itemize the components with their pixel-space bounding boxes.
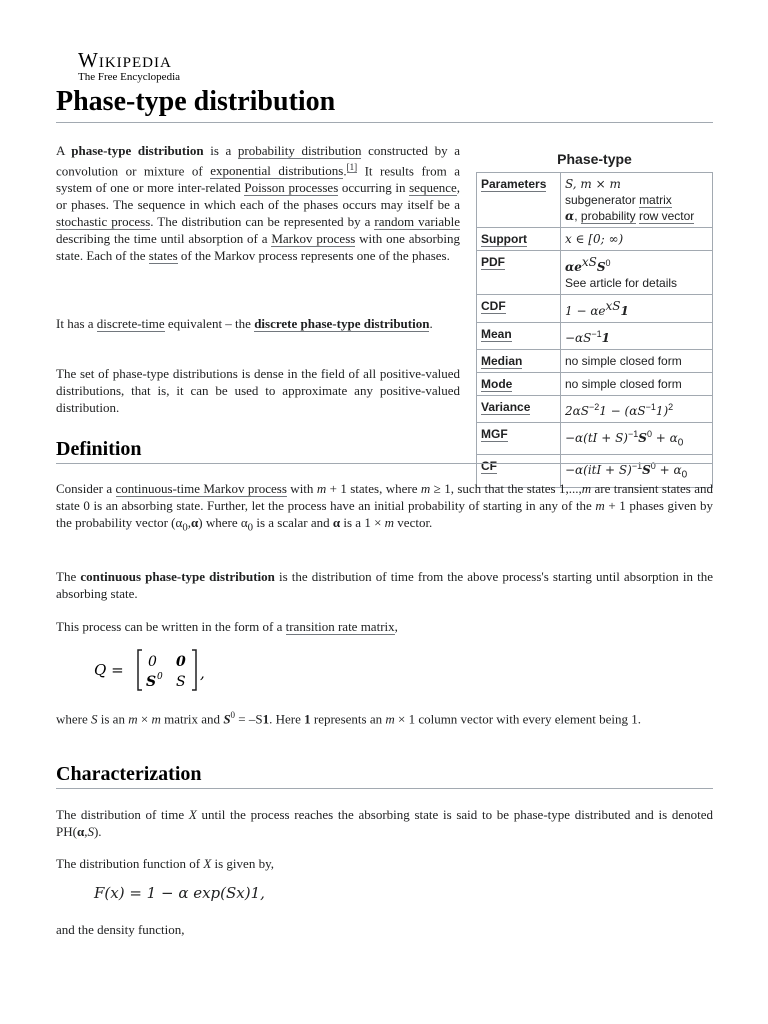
intro-paragraph-1: A phase-type distribution is a probability distribution constructed by a convolution or mixture of exponential distributions.[1] It results from a system of one or more inter-related Poisson processes occurring in sequence, or phases. The sequence in which each of the phases occurs may itself be a stochastic process. The distribution can be represented by a random variable describing the time until absorption of a Markov process with one absorbing state. Each of the states of the Markov process represents one of the phases. xyxy=(56,143,461,264)
transition-rate-matrix-equation xyxy=(94,646,234,698)
link-discrete-time[interactable]: discrete-time xyxy=(96,316,165,331)
matrix-lhs: Q = xyxy=(94,661,124,679)
link-stochastic-process[interactable]: stochastic process xyxy=(56,214,151,230)
definition-paragraph-3: This process can be written in the form of a transition rate matrix, xyxy=(56,619,398,634)
link-states[interactable]: states xyxy=(148,248,178,264)
intro-paragraph-2: It has a discrete-time equivalent – the discrete phase-type distribution. xyxy=(56,316,433,331)
matrix-left-bracket xyxy=(138,650,142,690)
matrix-tail: , xyxy=(200,664,205,682)
wikipedia-tagline: The Free Encyclopedia xyxy=(78,71,181,83)
infobox-row-mgf: MGF $-\alpha(tI + S)^{-1}S^0 + \alpha_0$ xyxy=(477,423,713,455)
matrix-a12: 0 xyxy=(176,654,186,670)
infobox-row-mean: Mean $-\alpha S^{-1}1$ xyxy=(477,323,713,350)
matrix-a21: S xyxy=(146,674,157,690)
infobox-row-pdf: PDF $\alpha e^{xS}S^0$ See article for details xyxy=(477,251,713,295)
matrix-svg xyxy=(94,646,234,694)
link-random-variable[interactable]: random variable xyxy=(374,214,460,230)
matrix-a21-sup: 0 xyxy=(157,672,163,682)
infobox-row-cf: CF $-\alpha(itI + S)^{-1}S^0 + \alpha_0$ xyxy=(477,455,713,487)
infobox-label: Parameters xyxy=(477,173,561,228)
matrix-a22: S xyxy=(176,674,186,690)
characterization-paragraph-2: The distribution function of X is given by, xyxy=(56,856,274,871)
heading-definition: Definition xyxy=(56,435,713,464)
link-matrix[interactable]: matrix xyxy=(639,193,672,207)
link-probability-distribution[interactable]: probability distribution xyxy=(237,143,362,158)
infobox-row-support: Support x ∈ [0; ∞) xyxy=(477,228,713,251)
link-discrete-phase-type-distribution[interactable]: discrete phase-type distribution xyxy=(254,316,430,331)
link-poisson-processes[interactable]: Poisson processes xyxy=(244,180,339,196)
heading-characterization: Characterization xyxy=(56,760,713,789)
characterization-paragraph-3: and the density function, xyxy=(56,922,185,937)
infobox-row-parameters xyxy=(477,173,713,228)
wikipedia-logo[interactable] xyxy=(78,48,180,83)
link-row-vector[interactable]: row vector xyxy=(638,209,695,223)
infobox-row-median: Median no simple closed form xyxy=(477,350,713,373)
definition-paragraph-4: where S is an m × m matrix and $S^0 = -S1$. Here 1 represents an m × 1 column vector with every element being 1. xyxy=(56,710,642,727)
matrix-right-bracket xyxy=(192,650,196,690)
definition-paragraph-1: Consider a continuous-time Markov process with m + 1 states, where m ≥ 1, such that the states 1,...,m are transient states and state 0 is an absorbing state. Further, let the process have an initial probability of starting in any of the m + 1 phases given by the probability vector $(\alpha_0,\alpha)$ where $\alpha_0$ is a scalar and α is a 1 × m vector. xyxy=(56,481,713,534)
link-markov-process[interactable]: Markov process xyxy=(271,231,356,247)
link-sequence[interactable]: sequence xyxy=(409,180,457,196)
characterization-paragraph-1: The distribution of time X until the process reaches the absorbing state is said to be phase-type distributed and is denoted PH(α,S). xyxy=(56,807,713,839)
infobox-value: S, m × m subgenerator matrix α, probability row vector xyxy=(561,173,713,228)
infobox-row-mode: Mode no simple closed form xyxy=(477,373,713,396)
link-transition-rate-matrix[interactable]: transition rate matrix xyxy=(285,619,395,634)
infobox-row-variance: Variance $2\alpha S^{-2}1 - (\alpha S^{-1}1)^2$ xyxy=(477,396,713,423)
page-title: Phase-type distribution xyxy=(56,82,713,123)
reference-1[interactable]: [1] xyxy=(346,162,358,172)
definition-paragraph-2: The continuous phase-type distribution is the distribution of time from the above process's starting until absorption in the absorbing state. xyxy=(56,569,713,601)
distribution-function-equation: F(x) = 1 − α exp(Sx)1, xyxy=(94,884,265,902)
intro-paragraph-3: The set of phase-type distributions is dense in the field of all positive-valued distributions, that is, it can be used to approximate any positive-valued distribution. xyxy=(56,366,460,415)
infobox-row-cdf: CDF $1 - \alpha e^{xS}1$ xyxy=(477,295,713,323)
link-continuous-time-markov-process[interactable]: continuous-time Markov process xyxy=(115,481,287,496)
infobox-title: Phase-type xyxy=(557,151,632,167)
link-exponential-distributions[interactable]: exponential distributions xyxy=(210,163,344,179)
link-probability[interactable]: probability xyxy=(580,209,636,223)
matrix-a11: 0 xyxy=(148,654,157,670)
wikipedia-wordmark: Wikipedia xyxy=(78,48,172,72)
